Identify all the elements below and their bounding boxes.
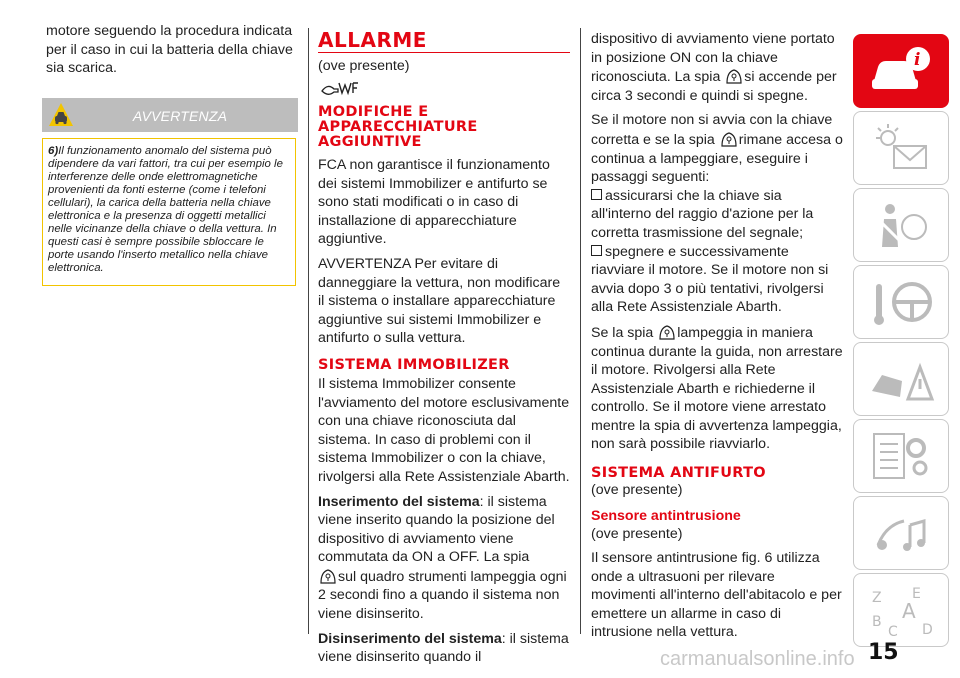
car-info-icon bbox=[868, 43, 938, 101]
paragraph: AVVERTENZA Per evitare di danneggiare la vettura, non modificare il sistema o installare apparecchiature aggiuntive sui sistemi Immobilizer e antifurto o sulla vettura. bbox=[318, 255, 561, 347]
heading-rule bbox=[318, 52, 570, 53]
warning-number: 6) bbox=[48, 144, 59, 157]
immobilizer-lamp-icon bbox=[657, 323, 677, 341]
bullet-text: spegnere e successivamente riavviare il motore. Se il motore non si avvia dopo 3 o più tentativi, rivolgersi alla Rete Assistenziale Abarth. bbox=[591, 243, 829, 316]
paragraph: Il sistema Immobilizer consente l'avviamento del motore esclusivamente con una chiave riconosciuta dal sistema. In caso di problemi con il sistema Immobilizer o con la chiave, rivolgersi alla Rete Assistenziale Abarth. bbox=[318, 375, 570, 485]
bold-term: Inserimento del sistema bbox=[318, 493, 480, 510]
column-divider bbox=[580, 28, 581, 634]
svg-text:D: D bbox=[922, 622, 933, 638]
immobilizer-lamp-icon bbox=[318, 567, 338, 585]
checkbox-bullet-icon bbox=[591, 245, 602, 256]
text-span: lampeggia in maniera continua durante la guida, non arrestare il motore. Rivolgersi alla Rete Assistenziale Abarth e richiederne il controllo. Se il motore viene arrestato mentre la spia di avvertenza lampeggia, non sarà possibile riavviarlo. bbox=[591, 324, 843, 453]
page-number: 15 bbox=[868, 640, 899, 665]
svg-text:i: i bbox=[914, 50, 921, 70]
warning-text: Il funzionamento anomalo del sistema può dipendere da vari fattori, tra cui per esempio le interferenze delle onde elettromagnetiche provenienti da fonti esterne (come i telefoni cellulari), la carica della batteria nella chiave elettronica e la presenza di oggetti metallici nelle vicinanze della chiave o della vettura. In questi casi è sempre possibile sbloccare le porte usando l'inserto metallico nella chiave elettronica. bbox=[48, 144, 283, 274]
steering-wheel-icon bbox=[868, 274, 938, 332]
text-span: : il sistema viene disinserito quando il bbox=[318, 630, 569, 666]
sensore-subtitle: (ove presente) bbox=[591, 526, 683, 543]
antifurto-subtitle: (ove presente) bbox=[591, 482, 683, 499]
tab-multimedia[interactable] bbox=[853, 496, 949, 570]
text-span: : il sistema viene inserito quando la posizione del dispositivo di avviamento viene commutata da ON a OFF. La spia bbox=[318, 493, 555, 566]
paragraph bbox=[318, 630, 570, 667]
warning-lights-icon bbox=[868, 120, 938, 178]
text-span: si accende per circa 3 secondi e quindi si spegne. bbox=[591, 69, 837, 104]
chapter-sidebar bbox=[853, 34, 953, 650]
heading-allarme: ALLARME bbox=[318, 28, 427, 52]
text-span: Se la spia bbox=[591, 324, 654, 341]
tab-maintenance[interactable] bbox=[853, 419, 949, 493]
watermark: carmanualsonline.info bbox=[660, 648, 855, 670]
text-span: dispositivo di avviamento viene portato in posizione ON con la chiave riconosciuta. La spia bbox=[591, 31, 835, 86]
tab-safety[interactable] bbox=[853, 188, 949, 262]
column-right bbox=[591, 30, 843, 648]
index-icon bbox=[868, 582, 938, 640]
bullet-text: assicurarsi che la chiave sia all'interno del raggio d'azione per la corretta trasmissione del segnale; bbox=[591, 187, 814, 241]
heading-sensore: Sensore antintrusione bbox=[591, 508, 741, 525]
tab-emergency[interactable] bbox=[853, 342, 949, 416]
heading-antifurto: SISTEMA ANTIFURTO bbox=[591, 465, 766, 482]
tab-warning-lights[interactable] bbox=[853, 111, 949, 185]
heading-immobilizer: SISTEMA IMMOBILIZER bbox=[318, 356, 510, 373]
emergency-icon bbox=[868, 351, 938, 409]
immobilizer-lamp-icon bbox=[724, 67, 744, 85]
key-symbol-icon bbox=[320, 79, 570, 99]
text-span: Se il motore non si avvia con la chiave corretta e se la spia bbox=[591, 112, 833, 148]
paragraph: Il sensore antintrusione fig. 6 utilizza onde a ultrasuoni per rilevare movimenti all'interno dell'abitacolo e per emettere un allarme in caso di intrusione nella vettura. bbox=[591, 550, 842, 641]
svg-text:E: E bbox=[912, 586, 921, 602]
paragraph: FCA non garantisce il funzionamento dei sistemi Immobilizer e antifurto se sono stati modificati o in caso di installazione di apparecchiature aggiuntive. bbox=[318, 157, 550, 248]
allarme-subtitle: (ove presente) bbox=[318, 58, 410, 74]
warning-box bbox=[42, 138, 296, 286]
column-divider bbox=[308, 28, 309, 634]
checkbox-bullet-icon bbox=[591, 189, 602, 200]
text-span: sul quadro strumenti lampeggia ogni 2 secondi fino a quando il sistema non viene disinserito. bbox=[318, 568, 567, 623]
tab-index[interactable] bbox=[853, 573, 949, 647]
paragraph bbox=[591, 30, 843, 105]
svg-text:B: B bbox=[872, 614, 882, 630]
multimedia-icon bbox=[868, 505, 938, 563]
column-left bbox=[46, 22, 298, 286]
svg-text:Z: Z bbox=[872, 590, 882, 606]
paragraph bbox=[591, 111, 843, 317]
maintenance-icon bbox=[868, 428, 938, 486]
immobilizer-lamp-icon bbox=[719, 130, 739, 148]
svg-text:A: A bbox=[902, 599, 916, 623]
svg-text:C: C bbox=[888, 624, 898, 640]
column-middle bbox=[318, 30, 570, 673]
heading-modifiche: MODIFICHE E APPARECCHIATURE AGGIUNTIVE bbox=[318, 104, 478, 150]
bold-term: Disinserimento del sistema bbox=[318, 630, 502, 647]
tab-car-info[interactable] bbox=[853, 34, 949, 108]
intro-text: motore seguendo la procedura indicata per il caso in cui la batteria della chiave sia scarica. bbox=[46, 23, 293, 77]
paragraph bbox=[318, 493, 570, 624]
warning-title: AVVERTENZA bbox=[132, 107, 228, 124]
seatbelt-airbag-icon bbox=[868, 197, 938, 255]
text-span: rimane accesa o continua a lampeggiare, eseguire i passaggi seguenti: bbox=[591, 131, 843, 186]
paragraph bbox=[591, 323, 843, 454]
warning-header bbox=[42, 98, 298, 132]
tab-starting-driving[interactable] bbox=[853, 265, 949, 339]
